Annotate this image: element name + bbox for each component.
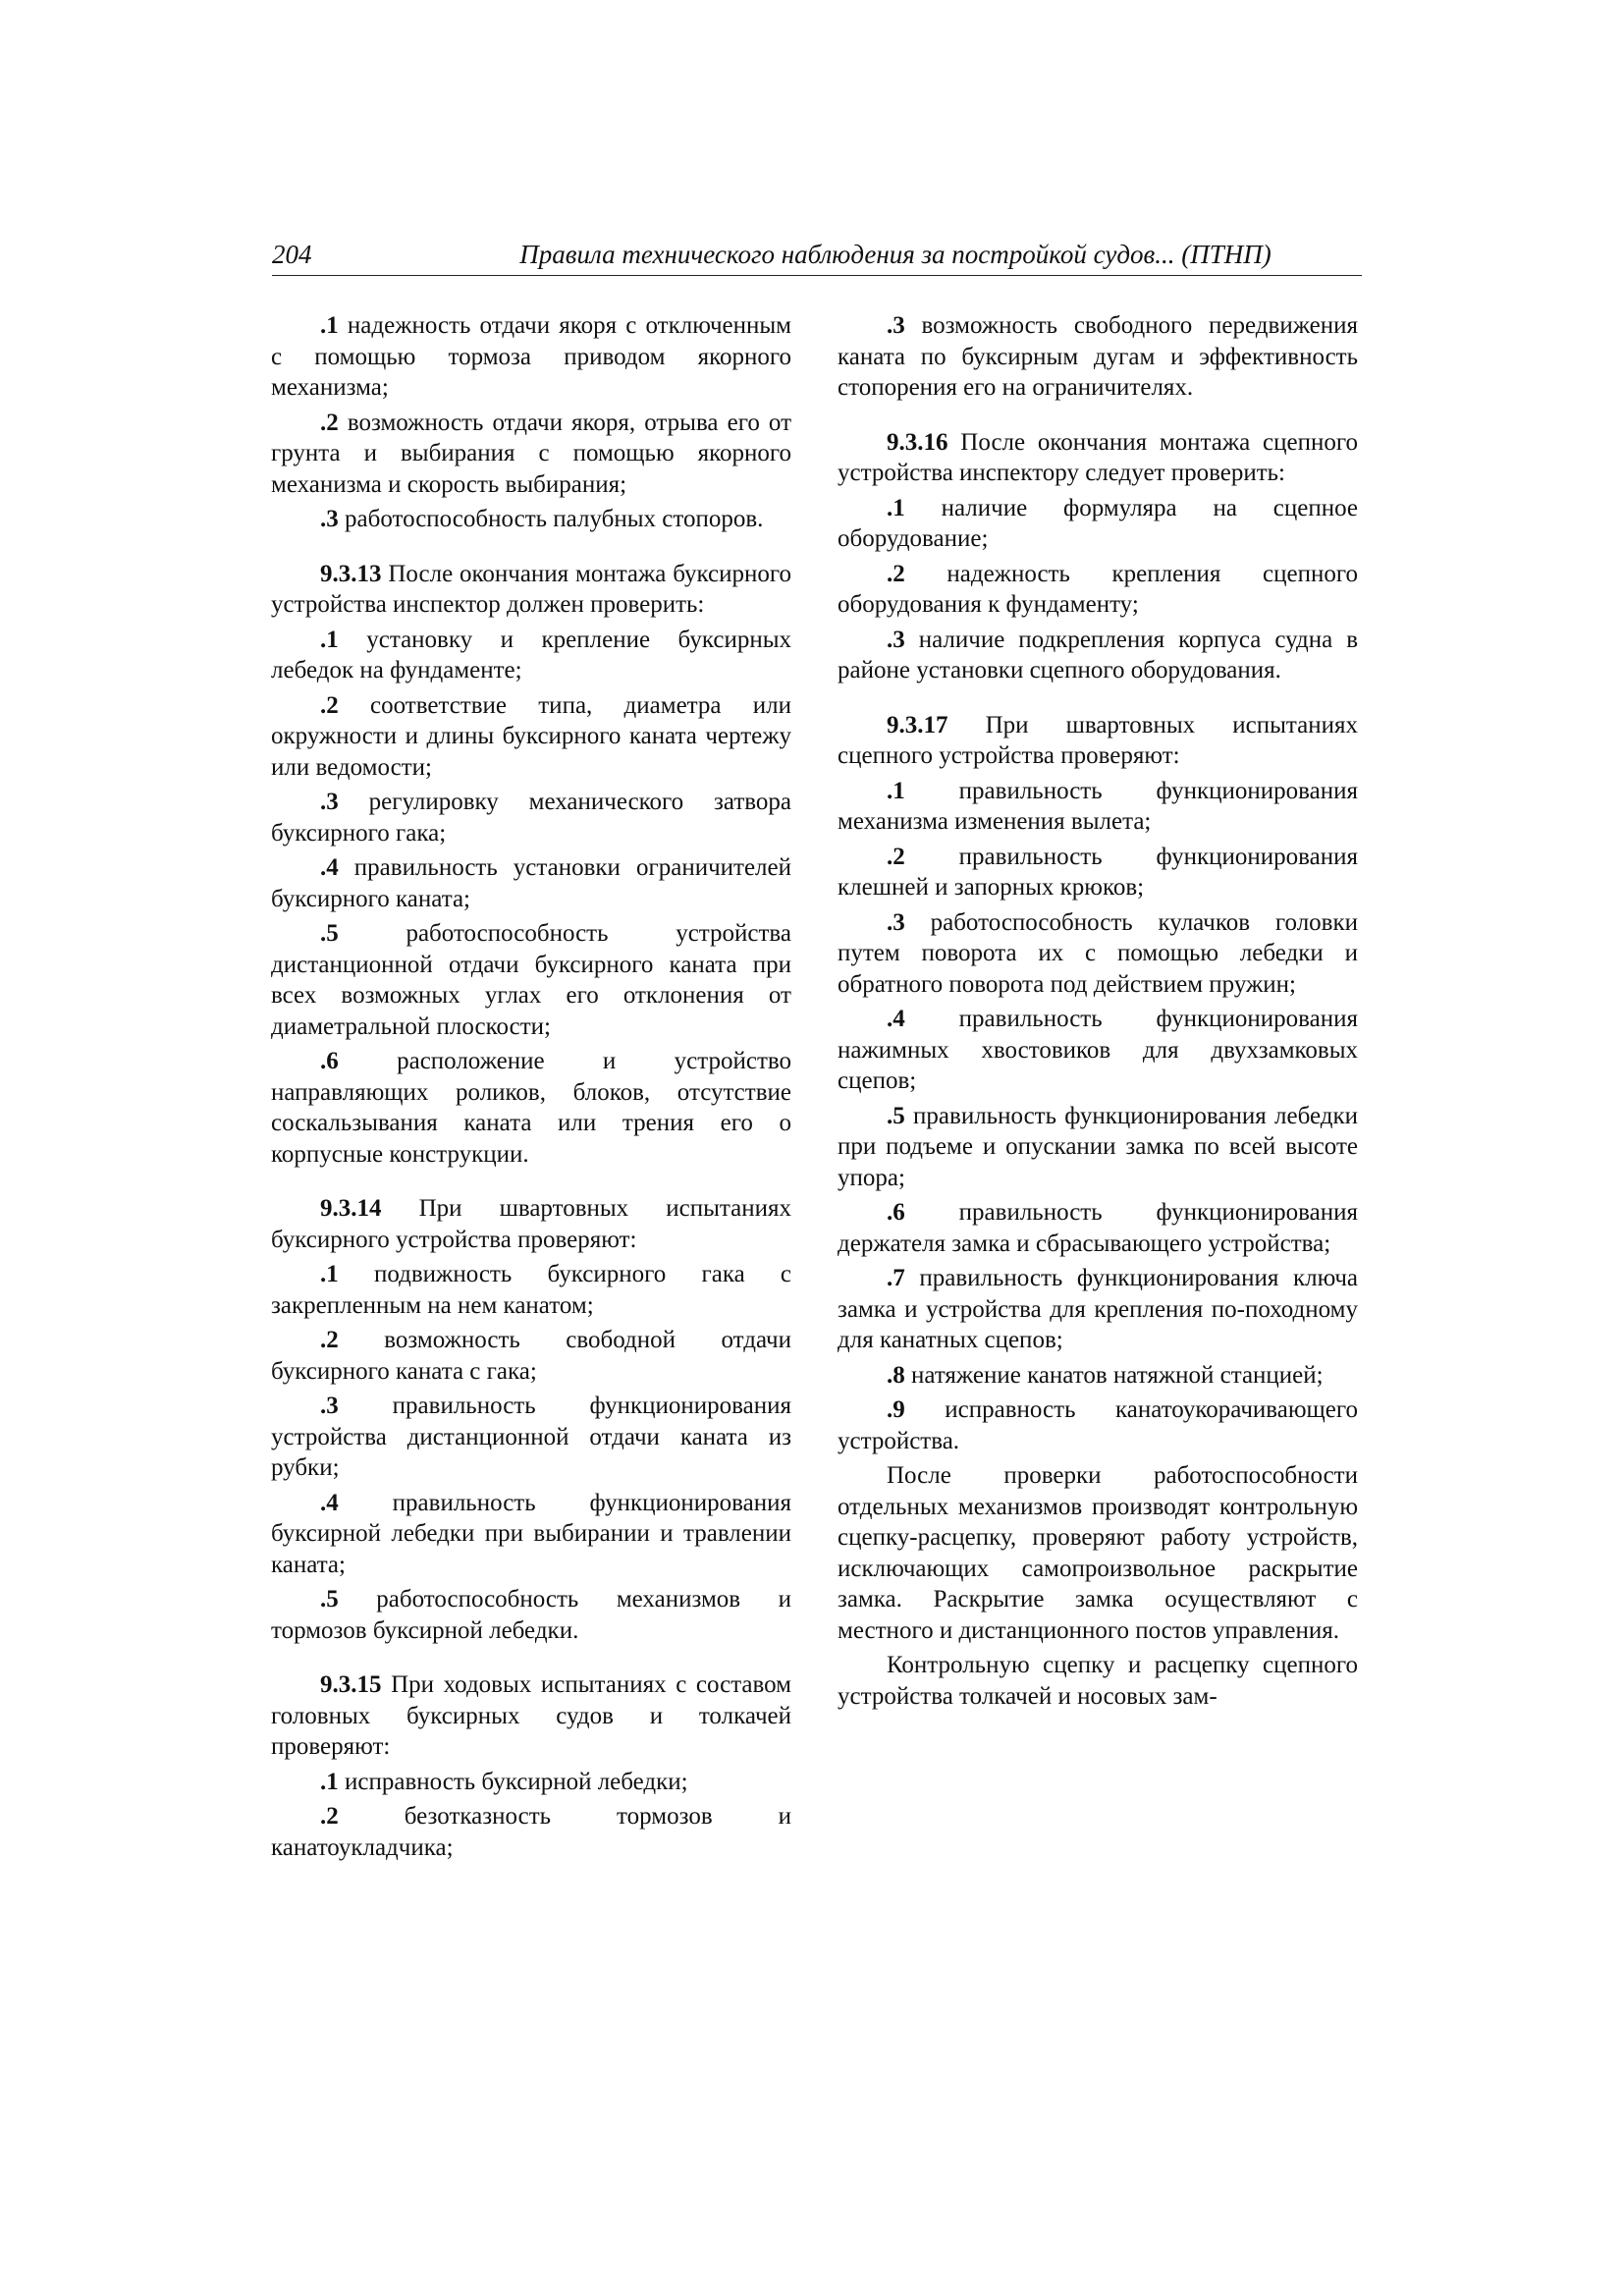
item-number: .4: [320, 1489, 339, 1516]
item-text: исправность канатоукорачивающего устройства.: [838, 1396, 1358, 1454]
list-item: [271, 310, 791, 404]
list-item: [838, 907, 1358, 1001]
list-item: [838, 1004, 1358, 1097]
page-number: 204: [272, 240, 312, 269]
item-text: надежность отдачи якоря с отключенным с помощью тормоза приводом якорного механизма;: [271, 312, 791, 401]
item-text: правильность функционирования держателя замка и сбрасывающего устройства;: [838, 1199, 1358, 1257]
item-number: .2: [320, 1327, 339, 1353]
item-number: .1: [887, 777, 905, 804]
list-item: [271, 1391, 791, 1484]
section-paragraph: [838, 427, 1358, 489]
section-paragraph: [271, 559, 791, 621]
item-text: При швартовных испытаниях сцепного устройства проверяют:: [838, 711, 1358, 769]
item-text: правильность функционирования нажимных хвостовиков для двухзамковых сцепов;: [838, 1006, 1358, 1094]
list-item: [271, 1325, 791, 1387]
item-text: расположение и устройство направляющих роликов, блоков, отсутствие соскальзывания каната или трения его о корпусные конструкции.: [271, 1048, 791, 1168]
item-number: .6: [320, 1048, 339, 1074]
item-number: .2: [887, 560, 905, 587]
item-number: .4: [320, 854, 339, 881]
item-text: натяжение канатов натяжной станцией;: [911, 1361, 1324, 1389]
item-text: правильность функционирования устройства дистанционной отдачи каната из рубки;: [271, 1393, 791, 1481]
item-number: .5: [887, 1102, 905, 1129]
item-text: работоспособность палубных стопоров.: [345, 506, 764, 532]
item-text: возможность отдачи якоря, отрыва его от грунта и выбирания с помощью якорного механизма и скорость выбирания;: [271, 409, 791, 498]
item-number: .2: [320, 409, 339, 436]
list-item: [271, 690, 791, 784]
item-text: Контрольную сцепку и расцепку сцепного устройства толкачей и носовых зам-: [838, 1652, 1358, 1710]
item-number: .1: [320, 312, 339, 339]
item-number: .7: [887, 1265, 905, 1291]
item-number: .1: [320, 1768, 339, 1795]
item-number: .5: [320, 920, 339, 947]
item-number: 9.3.17: [887, 711, 948, 738]
item-text: возможность свободного передвижения каната по буксирным дугам и эффективность стопорения его на ограничителях.: [838, 312, 1358, 401]
section-paragraph: [271, 1669, 791, 1763]
list-item: [838, 493, 1358, 555]
item-text: После проверки работоспособности отдельных механизмов производят контрольную сцепку-расцепку, проверяют работу устройств, исключающих самопроизвольное раскрытие замка. Раскрытие замка осуществляют с местного и дистанционного постов управления.: [838, 1462, 1358, 1644]
item-text: возможность свободной отдачи буксирного каната с гака;: [271, 1327, 791, 1385]
list-item: [838, 776, 1358, 838]
item-number: .2: [887, 843, 905, 870]
item-number: .1: [320, 1261, 339, 1287]
item-text: правильность функционирования лебедки при подъеме и опускании замка по всей высоте упора;: [838, 1102, 1358, 1191]
item-text: установку и крепление буксирных лебедок на фундаменте;: [271, 626, 792, 683]
section-paragraph: [271, 1193, 791, 1255]
list-item: [271, 504, 791, 535]
item-text: После окончания монтажа сцепного устройства инспектору следует проверить:: [838, 428, 1358, 486]
item-number: .3: [887, 312, 905, 339]
list-item: [838, 1197, 1358, 1259]
item-text: правильность функционирования клешней и запорных крюков;: [838, 843, 1358, 901]
item-text: соответствие типа, диаметра или окружности и длины буксирного каната чертежу или ведомости;: [271, 691, 791, 781]
item-number: .8: [887, 1361, 905, 1389]
item-number: .6: [887, 1199, 905, 1226]
list-item: [271, 1584, 791, 1646]
item-text: После окончания монтажа буксирного устройства инспектор должен проверить:: [271, 560, 791, 618]
list-item: [271, 918, 791, 1042]
list-item: [838, 1650, 1358, 1712]
list-item: [271, 1801, 791, 1863]
list-item: [271, 625, 791, 686]
item-number: .2: [320, 691, 339, 719]
item-text: безотказность тормозов и канатоукладчика;: [271, 1803, 792, 1861]
list-item: [838, 842, 1358, 903]
list-item: [271, 1259, 791, 1321]
item-number: .3: [320, 789, 339, 815]
list-item: [838, 1360, 1358, 1392]
item-text: исправность буксирной лебедки;: [345, 1768, 688, 1795]
item-text: наличие подкрепления корпуса судна в районе установки сцепного оборудования.: [838, 626, 1359, 683]
item-number: .9: [887, 1396, 905, 1423]
list-item: [838, 625, 1358, 686]
item-text: правильность функционирования ключа замка и устройства для крепления по-походному для канатных сцепов;: [838, 1265, 1358, 1353]
item-text: правильность установки ограничителей буксирного каната;: [271, 854, 792, 912]
item-number: 9.3.14: [320, 1195, 382, 1222]
item-text: работоспособность кулачков головки путем поворота их с помощью лебедки и обратного поворота под действием пружин;: [838, 908, 1358, 998]
item-text: регулировку механического затвора буксирного гака;: [271, 789, 791, 847]
list-item: [838, 1394, 1358, 1456]
item-text: правильность функционирования механизма изменения вылета;: [838, 777, 1358, 835]
list-item: [838, 310, 1358, 404]
list-item: [271, 787, 791, 848]
item-text: работоспособность механизмов и тормозов буксирной лебедки.: [271, 1586, 792, 1644]
item-text: правильность функционирования буксирной лебедки при выбирании и травлении каната;: [271, 1489, 791, 1578]
right-column: [838, 310, 1358, 1716]
item-number: .3: [320, 1393, 339, 1419]
item-number: .3: [887, 908, 905, 936]
list-item: [271, 852, 791, 914]
item-number: .3: [887, 626, 905, 653]
item-text: При швартовных испытаниях буксирного устройства проверяют:: [271, 1195, 791, 1253]
left-column: [271, 310, 791, 1867]
item-number: .1: [320, 626, 339, 653]
item-text: работоспособность устройства дистанционной отдачи буксирного каната при всех возможных углах его отклонения от диаметральной плоскости;: [271, 920, 791, 1040]
item-text: наличие формуляра на сцепное оборудование;: [838, 494, 1359, 552]
item-number: .5: [320, 1586, 339, 1613]
item-number: .1: [887, 494, 905, 521]
running-title: Правила технического наблюдения за постройкой судов... (ПТНП): [519, 240, 1271, 269]
item-text: При ходовых испытаниях с составом головных буксирных судов и толкачей проверяют:: [271, 1671, 791, 1760]
list-item: [838, 1460, 1358, 1646]
page-header: [272, 240, 1362, 276]
list-item: [271, 408, 791, 501]
item-text: подвижность буксирного гака с закрепленным на нем канатом;: [271, 1261, 791, 1319]
list-item: [271, 1046, 791, 1170]
list-item: [838, 1263, 1358, 1356]
item-text: надежность крепления сцепного оборудования к фундаменту;: [838, 560, 1359, 618]
item-number: 9.3.16: [887, 428, 948, 456]
list-item: [838, 1101, 1358, 1194]
list-item: [838, 559, 1358, 621]
item-number: .3: [320, 506, 339, 532]
item-number: .4: [887, 1006, 905, 1032]
item-number: .2: [320, 1803, 339, 1830]
list-item: [271, 1488, 791, 1581]
item-number: 9.3.13: [320, 560, 382, 587]
item-number: 9.3.15: [320, 1671, 382, 1698]
section-paragraph: [838, 710, 1358, 772]
list-item: [271, 1767, 791, 1798]
